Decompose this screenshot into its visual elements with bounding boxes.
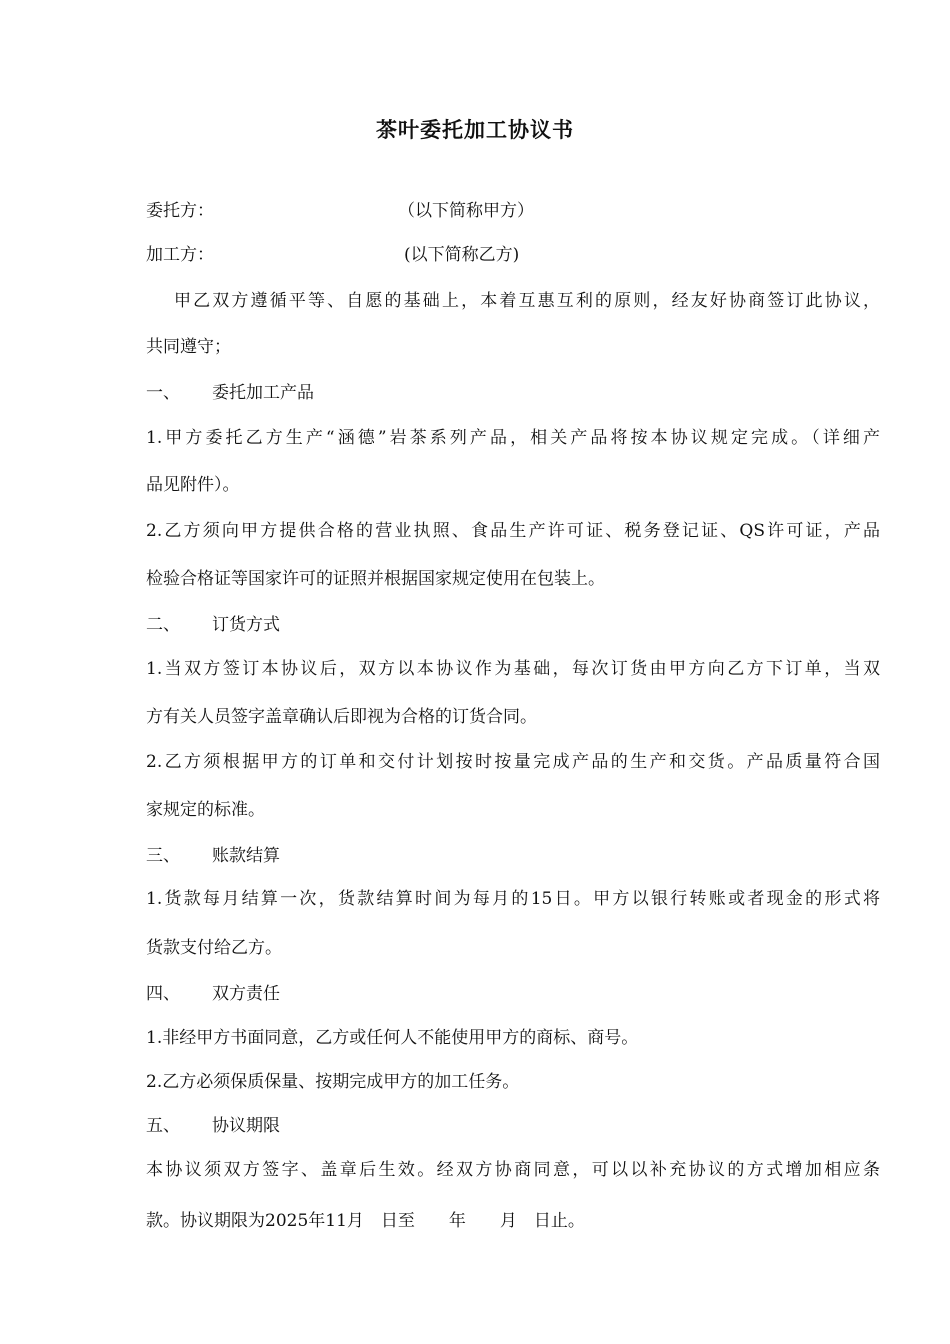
paragraph-line: 2.乙方须向甲方提供合格的营业执照、食品生产许可证、税务登记证、QS许可证，产品: [146, 521, 880, 541]
section-number: 五、: [146, 1116, 180, 1136]
section-heading: [146, 845, 280, 867]
paragraph-line: 家规定的标准。: [146, 800, 265, 820]
party-b-label: 加工方：: [146, 245, 214, 265]
paragraph-line: 检验合格证等国家许可的证照并根据国家规定使用在包装上。: [146, 569, 605, 589]
party-b-line: [146, 244, 520, 266]
paragraph-line: 2.乙方必须保质保量、按期完成甲方的加工任务。: [146, 1072, 520, 1092]
party-b-note: (以下简称乙方): [404, 245, 520, 265]
section-heading: [146, 983, 280, 1005]
preamble-line-2: 共同遵守；: [146, 337, 231, 357]
section-title: 订货方式: [212, 615, 280, 635]
paragraph-line: 方有关人员签字盖章确认后即视为合格的订货合同。: [146, 707, 537, 727]
section-number: 一、: [146, 383, 180, 403]
section-title: 委托加工产品: [212, 383, 314, 403]
paragraph-line: 本协议须双方签字、盖章后生效。经双方协商同意，可以以补充协议的方式增加相应条: [146, 1160, 880, 1180]
section-heading: [146, 614, 280, 636]
party-a-label: 委托方：: [146, 201, 214, 221]
section-heading: [146, 382, 314, 404]
paragraph-line: 1.甲方委托乙方生产“涵德”岩茶系列产品，相关产品将按本协议规定完成。（详细产: [146, 428, 880, 448]
document-title: 茶叶委托加工协议书: [376, 118, 574, 142]
paragraph-line: 1.货款每月结算一次，货款结算时间为每月的15日。甲方以银行转账或者现金的形式将: [146, 889, 880, 909]
paragraph-line: 2.乙方须根据甲方的订单和交付计划按时按量完成产品的生产和交货。产品质量符合国: [146, 752, 880, 772]
paragraph-line: 1.当双方签订本协议后，双方以本协议作为基础，每次订货由甲方向乙方下订单，当双: [146, 659, 880, 679]
section-number: 二、: [146, 615, 180, 635]
section-title: 协议期限: [212, 1116, 280, 1136]
preamble-line-1: 甲乙双方遵循平等、自愿的基础上，本着互惠互利的原则，经友好协商签订此协议，: [174, 291, 880, 311]
section-title: 双方责任: [212, 984, 280, 1004]
section-heading: [146, 1115, 280, 1137]
party-a-note: （以下简称甲方）: [398, 201, 534, 221]
section-number: 三、: [146, 846, 180, 866]
paragraph-line: 款。协议期限为2025年11月 日至 年 月 日止。: [146, 1211, 585, 1231]
section-number: 四、: [146, 984, 180, 1004]
paragraph-line: 1.非经甲方书面同意，乙方或任何人不能使用甲方的商标、商号。: [146, 1028, 639, 1048]
paragraph-line: 品见附件）。: [146, 475, 240, 495]
party-a-line: [146, 200, 534, 222]
section-title: 账款结算: [212, 846, 280, 866]
paragraph-line: 货款支付给乙方。: [146, 938, 282, 958]
